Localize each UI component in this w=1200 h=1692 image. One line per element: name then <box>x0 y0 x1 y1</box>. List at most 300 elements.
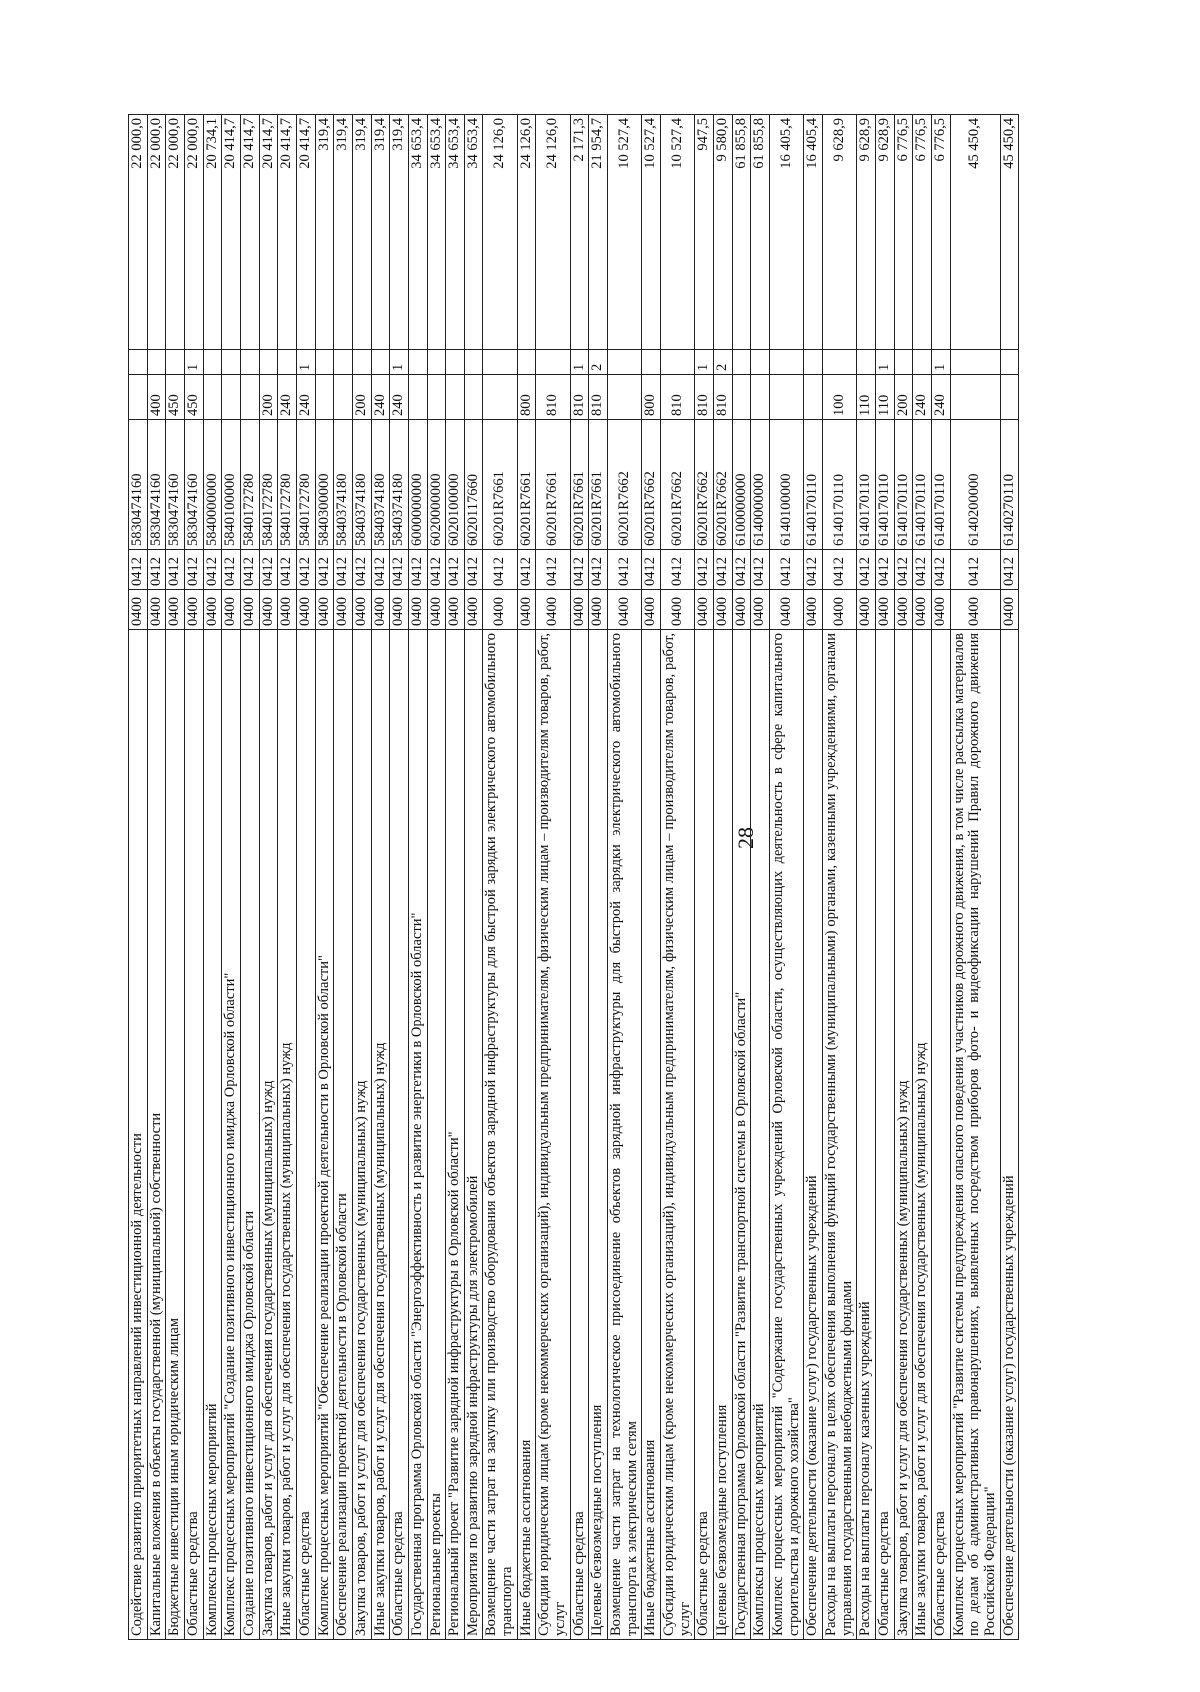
expense-type-code: 450 <box>184 375 203 420</box>
table-row <box>371 115 390 1640</box>
section-code: 0400 <box>608 590 642 630</box>
section-code: 0400 <box>464 590 483 630</box>
budget-table-body <box>129 115 1019 1640</box>
table-row <box>408 115 427 1640</box>
funding-source-mark <box>913 350 932 375</box>
amount: 20 414,7 <box>296 115 315 350</box>
subsection-code: 0412 <box>517 550 536 590</box>
target-article-code: 6140270110 <box>1000 420 1019 550</box>
target-article-code: 6140170110 <box>857 420 876 550</box>
subsection-code: 0412 <box>589 550 608 590</box>
target-article-code: 6100000000 <box>732 420 751 550</box>
table-row <box>751 115 770 1640</box>
funding-source-mark <box>147 350 166 375</box>
section-code: 0400 <box>483 590 517 630</box>
table-row <box>390 115 409 1640</box>
subsection-code: 0412 <box>642 550 661 590</box>
target-article-code: 6140170110 <box>804 420 823 550</box>
subsection-code: 0412 <box>129 550 148 590</box>
target-article-code: 60201R7662 <box>695 420 714 550</box>
table-row <box>589 115 608 1640</box>
table-row <box>352 115 371 1640</box>
subsection-code: 0412 <box>278 550 297 590</box>
amount: 45 450,4 <box>950 115 1000 350</box>
subsection-code: 0412 <box>166 550 185 590</box>
expense-type-code <box>129 375 148 420</box>
funding-source-mark: 1 <box>875 350 894 375</box>
section-code: 0400 <box>278 590 297 630</box>
target-article-code: 60201R7661 <box>536 420 570 550</box>
expense-type-code <box>203 375 222 420</box>
amount: 6 776,5 <box>931 115 950 350</box>
funding-source-mark <box>464 350 483 375</box>
amount: 61 855,8 <box>732 115 751 350</box>
section-code: 0400 <box>857 590 876 630</box>
expense-type-code <box>769 375 803 420</box>
subsection-code: 0412 <box>661 550 695 590</box>
target-article-code: 6140170110 <box>931 420 950 550</box>
section-code: 0400 <box>913 590 932 630</box>
funding-source-mark <box>894 350 913 375</box>
target-article-code: 5840172780 <box>240 420 259 550</box>
funding-source-mark <box>751 350 770 375</box>
subsection-code: 0412 <box>315 550 334 590</box>
funding-source-mark: 1 <box>296 350 315 375</box>
target-article-code: 5840374180 <box>390 420 409 550</box>
target-article-code: 60201R7662 <box>661 420 695 550</box>
section-code: 0400 <box>804 590 823 630</box>
expense-type-code: 200 <box>259 375 278 420</box>
target-article-code: 5840374180 <box>334 420 353 550</box>
amount: 9 580,0 <box>714 115 733 350</box>
table-row <box>315 115 334 1640</box>
target-article-code: 5840100000 <box>222 420 241 550</box>
row-name: Региональный проект "Развитие зарядной инфраструктуры в Орловской области" <box>446 630 465 1640</box>
subsection-code: 0412 <box>184 550 203 590</box>
expense-type-code: 240 <box>296 375 315 420</box>
target-article-code: 60201R7661 <box>517 420 536 550</box>
section-code: 0400 <box>371 590 390 630</box>
table-row <box>695 115 714 1640</box>
amount: 24 126,0 <box>536 115 570 350</box>
subsection-code: 0412 <box>769 550 803 590</box>
funding-source-mark <box>240 350 259 375</box>
target-article-code: 6020100000 <box>446 420 465 550</box>
row-name: Комплекс процессных мероприятий "Обеспечение реализации проектной деятельности в Орловской области" <box>315 630 334 1640</box>
row-name: Комплекс процессных мероприятий "Содержание государственных учреждений Орловской области, осуществляющих деятельность в сфере капитального строительства и дорожного хозяйства" <box>769 630 803 1640</box>
expense-type-code <box>1000 375 1019 420</box>
subsection-code: 0412 <box>483 550 517 590</box>
target-article-code: 60201R7662 <box>608 420 642 550</box>
subsection-code: 0412 <box>913 550 932 590</box>
target-article-code: 6140200000 <box>950 420 1000 550</box>
funding-source-mark: 2 <box>589 350 608 375</box>
amount: 24 126,0 <box>483 115 517 350</box>
amount: 20 414,7 <box>240 115 259 350</box>
target-article-code: 6140170110 <box>913 420 932 550</box>
expense-type-code: 810 <box>661 375 695 420</box>
expense-type-code: 110 <box>857 375 876 420</box>
amount: 319,4 <box>352 115 371 350</box>
expense-type-code: 100 <box>822 375 856 420</box>
target-article-code: 5840374180 <box>352 420 371 550</box>
target-article-code: 5840300000 <box>315 420 334 550</box>
funding-source-mark <box>427 350 446 375</box>
target-article-code: 5830474160 <box>166 420 185 550</box>
row-name: Возмещение части затрат на технологическое присоединение объектов зарядной инфраструктуры для быстрой зарядки электрического автомобильного транспорта к электрическим сетям <box>608 630 642 1640</box>
funding-source-mark <box>1000 350 1019 375</box>
amount: 20 414,7 <box>222 115 241 350</box>
subsection-code: 0412 <box>822 550 856 590</box>
section-code: 0400 <box>931 590 950 630</box>
expense-type-code <box>427 375 446 420</box>
expense-type-code <box>483 375 517 420</box>
funding-source-mark: 1 <box>931 350 950 375</box>
table-row <box>608 115 642 1640</box>
subsection-code: 0412 <box>240 550 259 590</box>
amount: 22 000,0 <box>184 115 203 350</box>
amount: 22 000,0 <box>147 115 166 350</box>
subsection-code: 0412 <box>894 550 913 590</box>
section-code: 0400 <box>536 590 570 630</box>
subsection-code: 0412 <box>390 550 409 590</box>
expense-type-code <box>446 375 465 420</box>
row-name: Целевые безвозмездные поступления <box>714 630 733 1640</box>
funding-source-mark <box>769 350 803 375</box>
funding-source-mark <box>642 350 661 375</box>
funding-source-mark <box>536 350 570 375</box>
target-article-code: 60201R7661 <box>570 420 589 550</box>
section-code: 0400 <box>334 590 353 630</box>
row-name: Обеспечение реализации проектной деятельности в Орловской области <box>334 630 353 1640</box>
amount: 22 000,0 <box>166 115 185 350</box>
expense-type-code: 240 <box>371 375 390 420</box>
table-row <box>822 115 856 1640</box>
expense-type-code: 810 <box>536 375 570 420</box>
target-article-code: 60201R7661 <box>589 420 608 550</box>
table-row <box>222 115 241 1640</box>
row-name: Областные средства <box>296 630 315 1640</box>
section-code: 0400 <box>147 590 166 630</box>
expense-type-code: 450 <box>166 375 185 420</box>
amount: 947,5 <box>695 115 714 350</box>
row-name: Областные средства <box>570 630 589 1640</box>
amount: 319,4 <box>371 115 390 350</box>
amount: 24 126,0 <box>517 115 536 350</box>
table-row <box>913 115 932 1640</box>
funding-source-mark <box>446 350 465 375</box>
expense-type-code: 400 <box>147 375 166 420</box>
row-name: Комплексы процессных мероприятий <box>751 630 770 1640</box>
expense-type-code: 240 <box>390 375 409 420</box>
expense-type-code <box>240 375 259 420</box>
section-code: 0400 <box>822 590 856 630</box>
subsection-code: 0412 <box>695 550 714 590</box>
row-name: Закупка товаров, работ и услуг для обеспечения государственных (муниципальных) нужд <box>894 630 913 1640</box>
funding-source-mark: 1 <box>695 350 714 375</box>
expense-type-code <box>608 375 642 420</box>
expense-type-code: 810 <box>570 375 589 420</box>
subsection-code: 0412 <box>203 550 222 590</box>
expense-type-code <box>804 375 823 420</box>
amount: 10 527,4 <box>661 115 695 350</box>
subsection-code: 0412 <box>875 550 894 590</box>
table-row <box>714 115 733 1640</box>
target-article-code: 5840172780 <box>296 420 315 550</box>
subsection-code: 0412 <box>222 550 241 590</box>
subsection-code: 0412 <box>608 550 642 590</box>
target-article-code: 5830474160 <box>129 420 148 550</box>
row-name: Иные бюджетные ассигнования <box>517 630 536 1640</box>
section-code: 0400 <box>642 590 661 630</box>
table-row <box>278 115 297 1640</box>
row-name: Областные средства <box>931 630 950 1640</box>
funding-source-mark <box>129 350 148 375</box>
row-name: Мероприятия по развитию зарядной инфраструктуры для электромобилей <box>464 630 483 1640</box>
funding-source-mark <box>408 350 427 375</box>
subsection-code: 0412 <box>751 550 770 590</box>
expense-type-code <box>334 375 353 420</box>
subsection-code: 0412 <box>714 550 733 590</box>
target-article-code: 5830474160 <box>147 420 166 550</box>
target-article-code: 5840172780 <box>278 420 297 550</box>
funding-source-mark: 1 <box>390 350 409 375</box>
amount: 6 776,5 <box>913 115 932 350</box>
table-row <box>296 115 315 1640</box>
table-row <box>661 115 695 1640</box>
funding-source-mark <box>608 350 642 375</box>
section-code: 0400 <box>259 590 278 630</box>
section-code: 0400 <box>661 590 695 630</box>
table-row <box>950 115 1000 1640</box>
expense-type-code: 200 <box>352 375 371 420</box>
row-name: Региональные проекты <box>427 630 446 1640</box>
funding-source-mark <box>315 350 334 375</box>
row-name: Иные закупки товаров, работ и услуг для обеспечения государственных (муниципальных) нужд <box>278 630 297 1640</box>
subsection-code: 0412 <box>1000 550 1019 590</box>
amount: 6 776,5 <box>894 115 913 350</box>
target-article-code: 5840374180 <box>371 420 390 550</box>
expense-type-code <box>950 375 1000 420</box>
section-code: 0400 <box>222 590 241 630</box>
funding-source-mark <box>857 350 876 375</box>
subsection-code: 0412 <box>950 550 1000 590</box>
row-name: Субсидии юридическим лицам (кроме некоммерческих организаций), индивидуальным предпринимателям, физическим лицам – производителям товаров, работ, услуг <box>661 630 695 1640</box>
section-code: 0400 <box>714 590 733 630</box>
section-code: 0400 <box>408 590 427 630</box>
subsection-code: 0412 <box>334 550 353 590</box>
row-name: Целевые безвозмездные поступления <box>589 630 608 1640</box>
rotated-table-container <box>128 115 1019 1640</box>
target-article-code: 6020000000 <box>427 420 446 550</box>
section-code: 0400 <box>129 590 148 630</box>
expense-type-code: 240 <box>913 375 932 420</box>
row-name: Иные закупки товаров, работ и услуг для обеспечения государственных (муниципальных) нужд <box>913 630 932 1640</box>
budget-table <box>128 114 1019 1640</box>
target-article-code: 6000000000 <box>408 420 427 550</box>
section-code: 0400 <box>751 590 770 630</box>
amount: 16 405,4 <box>804 115 823 350</box>
amount: 9 628,9 <box>822 115 856 350</box>
expense-type-code: 200 <box>894 375 913 420</box>
amount: 16 405,4 <box>769 115 803 350</box>
table-row <box>875 115 894 1640</box>
row-name: Закупка товаров, работ и услуг для обеспечения государственных (муниципальных) нужд <box>259 630 278 1640</box>
table-row <box>129 115 148 1640</box>
section-code: 0400 <box>352 590 371 630</box>
amount: 34 653,4 <box>464 115 483 350</box>
subsection-code: 0412 <box>570 550 589 590</box>
target-article-code: 5830474160 <box>184 420 203 550</box>
row-name: Закупка товаров, работ и услуг для обеспечения государственных (муниципальных) нужд <box>352 630 371 1640</box>
target-article-code: 6140170110 <box>822 420 856 550</box>
target-article-code: 60201R7662 <box>714 420 733 550</box>
amount: 9 628,9 <box>857 115 876 350</box>
amount: 34 653,4 <box>427 115 446 350</box>
section-code: 0400 <box>166 590 185 630</box>
amount: 319,4 <box>334 115 353 350</box>
amount: 10 527,4 <box>608 115 642 350</box>
table-row <box>203 115 222 1640</box>
amount: 21 954,7 <box>589 115 608 350</box>
subsection-code: 0412 <box>857 550 876 590</box>
target-article-code: 6140170110 <box>894 420 913 550</box>
funding-source-mark <box>483 350 517 375</box>
row-name: Бюджетные инвестиции иным юридическим лицам <box>166 630 185 1640</box>
amount: 2 171,3 <box>570 115 589 350</box>
section-code: 0400 <box>950 590 1000 630</box>
row-name: Областные средства <box>390 630 409 1640</box>
section-code: 0400 <box>732 590 751 630</box>
section-code: 0400 <box>296 590 315 630</box>
funding-source-mark: 2 <box>714 350 733 375</box>
amount: 45 450,4 <box>1000 115 1019 350</box>
section-code: 0400 <box>446 590 465 630</box>
funding-source-mark <box>732 350 751 375</box>
expense-type-code <box>408 375 427 420</box>
expense-type-code: 240 <box>278 375 297 420</box>
table-row <box>536 115 570 1640</box>
table-row <box>857 115 876 1640</box>
amount: 10 527,4 <box>642 115 661 350</box>
expense-type-code: 810 <box>714 375 733 420</box>
target-article-code: 60201R7662 <box>642 420 661 550</box>
section-code: 0400 <box>203 590 222 630</box>
amount: 34 653,4 <box>446 115 465 350</box>
row-name: Комплекс процессных мероприятий "Создание позитивного инвестиционного имиджа Орловской области" <box>222 630 241 1640</box>
funding-source-mark <box>352 350 371 375</box>
amount: 20 734,1 <box>203 115 222 350</box>
target-article-code: 60201R7661 <box>483 420 517 550</box>
table-row <box>804 115 823 1640</box>
subsection-code: 0412 <box>259 550 278 590</box>
amount: 319,4 <box>390 115 409 350</box>
amount: 319,4 <box>315 115 334 350</box>
expense-type-code <box>222 375 241 420</box>
row-name: Государственная программа Орловской области "Развитие транспортной системы в Орловской области" <box>732 630 751 1640</box>
row-name: Капитальные вложения в объекты государственной (муниципальной) собственности <box>147 630 166 1640</box>
funding-source-mark: 1 <box>570 350 589 375</box>
table-row <box>446 115 465 1640</box>
section-code: 0400 <box>184 590 203 630</box>
table-row <box>570 115 589 1640</box>
funding-source-mark <box>822 350 856 375</box>
table-row <box>334 115 353 1640</box>
section-code: 0400 <box>695 590 714 630</box>
row-name: Государственная программа Орловской области "Энергоэффективность и развитие энергетики в Орловской области" <box>408 630 427 1640</box>
subsection-code: 0412 <box>371 550 390 590</box>
amount: 22 000,0 <box>129 115 148 350</box>
row-name: Создание позитивного инвестиционного имиджа Орловской области <box>240 630 259 1640</box>
subsection-code: 0412 <box>352 550 371 590</box>
section-code: 0400 <box>570 590 589 630</box>
row-name: Областные средства <box>875 630 894 1640</box>
row-name: Расходы на выплаты персоналу казенных учреждений <box>857 630 876 1640</box>
target-article-code: 6140100000 <box>769 420 803 550</box>
funding-source-mark: 1 <box>184 350 203 375</box>
table-row <box>894 115 913 1640</box>
subsection-code: 0412 <box>536 550 570 590</box>
target-article-code: 5840172780 <box>259 420 278 550</box>
target-article-code: 6020117660 <box>464 420 483 550</box>
subsection-code: 0412 <box>732 550 751 590</box>
expense-type-code <box>315 375 334 420</box>
table-row <box>166 115 185 1640</box>
section-code: 0400 <box>875 590 894 630</box>
expense-type-code: 110 <box>875 375 894 420</box>
section-code: 0400 <box>1000 590 1019 630</box>
subsection-code: 0412 <box>296 550 315 590</box>
table-row <box>483 115 517 1640</box>
subsection-code: 0412 <box>446 550 465 590</box>
funding-source-mark <box>804 350 823 375</box>
funding-source-mark <box>166 350 185 375</box>
funding-source-mark <box>517 350 536 375</box>
table-row <box>259 115 278 1640</box>
row-name: Обеспечение деятельности (оказание услуг) государственных учреждений <box>804 630 823 1640</box>
target-article-code: 5840000000 <box>203 420 222 550</box>
row-name: Комплексы процессных мероприятий <box>203 630 222 1640</box>
section-code: 0400 <box>769 590 803 630</box>
row-name: Обеспечение деятельности (оказание услуг) государственных учреждений <box>1000 630 1019 1640</box>
amount: 34 653,4 <box>408 115 427 350</box>
section-code: 0400 <box>240 590 259 630</box>
subsection-code: 0412 <box>427 550 446 590</box>
section-code: 0400 <box>517 590 536 630</box>
expense-type-code <box>464 375 483 420</box>
row-name: Содействие развитию приоритетных направлений инвестиционной деятельности <box>129 630 148 1640</box>
table-row <box>240 115 259 1640</box>
expense-type-code: 810 <box>589 375 608 420</box>
table-row <box>464 115 483 1640</box>
subsection-code: 0412 <box>931 550 950 590</box>
table-row <box>184 115 203 1640</box>
row-name: Субсидии юридическим лицам (кроме некоммерческих организаций), индивидуальным предпринимателям, физическим лицам – производителям товаров, работ, услуг <box>536 630 570 1640</box>
funding-source-mark <box>259 350 278 375</box>
row-name: Возмещение части затрат на закупку или производство оборудования объектов зарядной инфраструктуры для быстрой зарядки электрического автомобильного транспорта <box>483 630 517 1640</box>
subsection-code: 0412 <box>464 550 483 590</box>
table-row <box>732 115 751 1640</box>
table-row <box>931 115 950 1640</box>
expense-type-code: 800 <box>642 375 661 420</box>
expense-type-code <box>751 375 770 420</box>
amount: 20 414,7 <box>278 115 297 350</box>
subsection-code: 0412 <box>804 550 823 590</box>
funding-source-mark <box>222 350 241 375</box>
section-code: 0400 <box>894 590 913 630</box>
target-article-code: 6140170110 <box>875 420 894 550</box>
row-name: Областные средства <box>695 630 714 1640</box>
